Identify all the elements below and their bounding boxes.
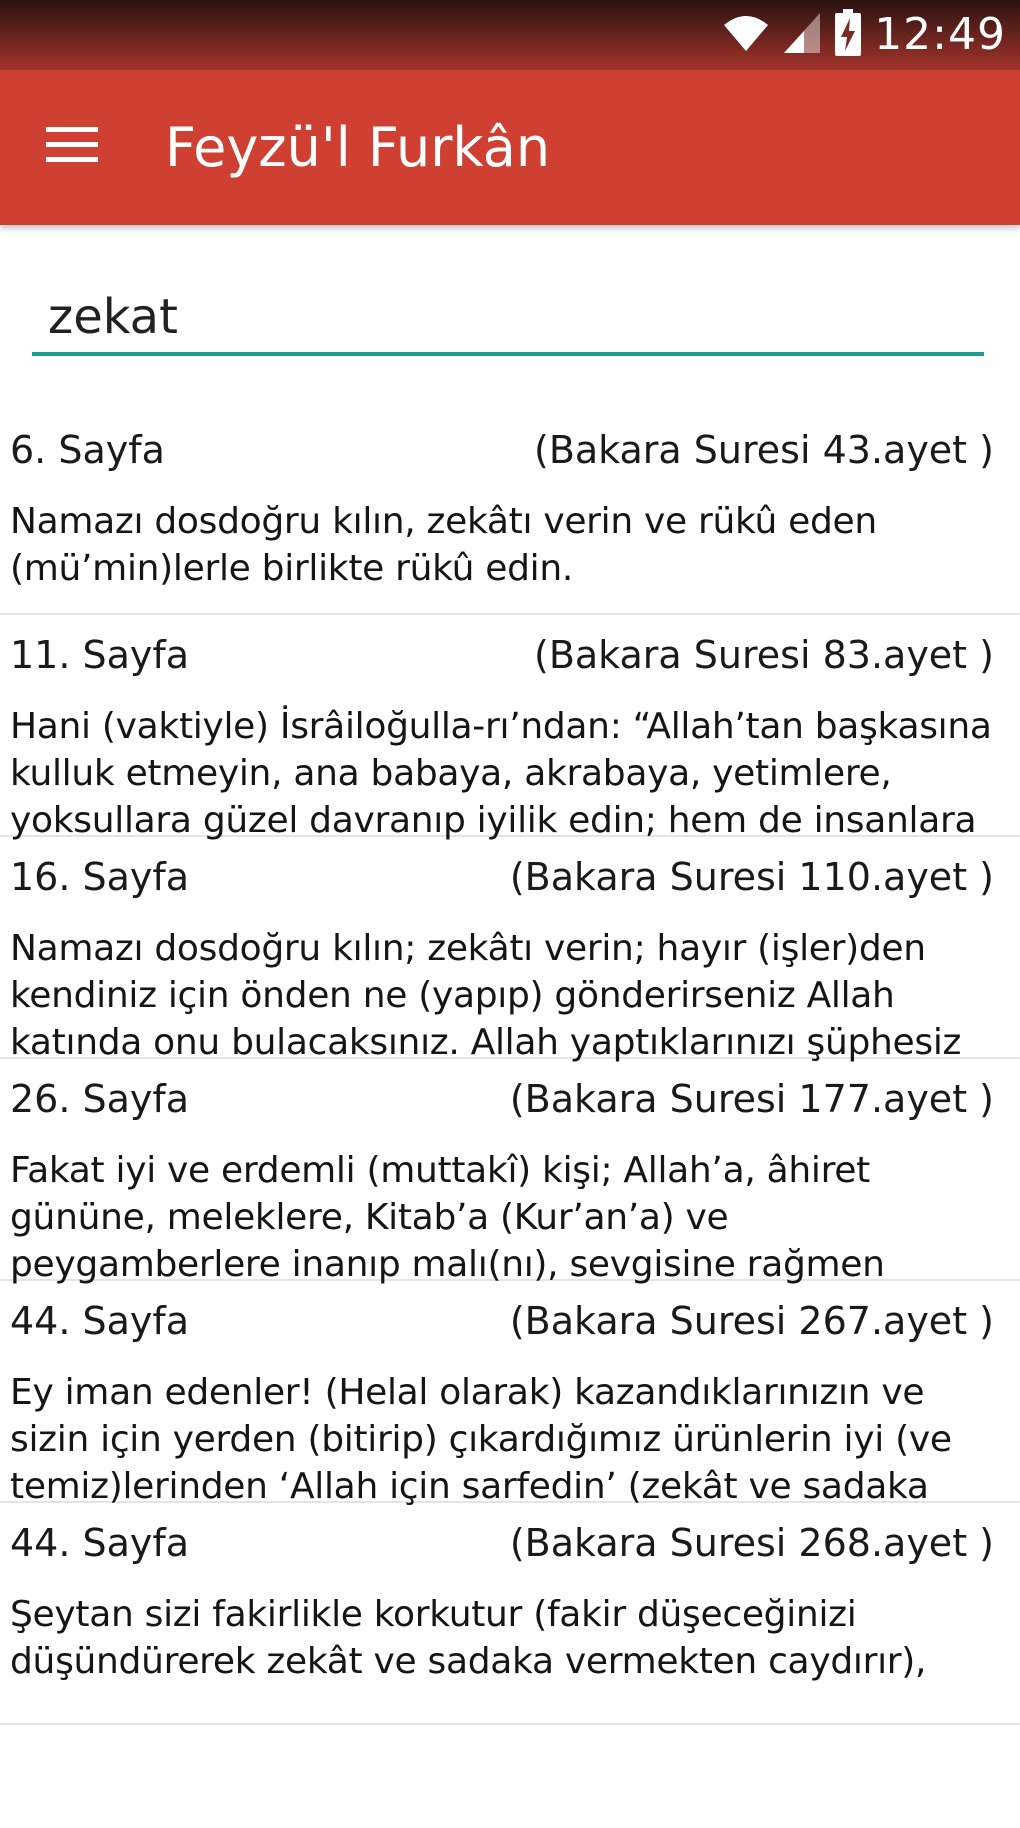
result-page: 44. Sayfa xyxy=(10,1521,190,1565)
list-item[interactable] xyxy=(0,837,1020,1063)
result-header xyxy=(10,428,994,472)
result-text: Namazı dosdoğru kılın, zekâtı verin ve rükû eden (mü’min)lerle birlikte rükû edin. xyxy=(10,501,877,589)
result-header xyxy=(10,1077,994,1121)
result-reference: (Bakara Suresi 43.ayet ) xyxy=(534,428,994,472)
list-item[interactable] xyxy=(0,1503,1020,1725)
result-header xyxy=(10,633,994,677)
list-item[interactable] xyxy=(0,1281,1020,1507)
list-item[interactable] xyxy=(0,1059,1020,1285)
result-page: 16. Sayfa xyxy=(10,855,190,899)
result-text: Namazı dosdoğru kılın; zekâtı verin; hayır (işler)den kendiniz için önden ne (yapıp) gönderirseniz Allah katında onu bulacaksınız. Allah yaptıklarınızı şüphesiz xyxy=(10,928,962,1063)
app-bar xyxy=(0,70,1020,225)
signal-icon xyxy=(782,11,822,60)
list-item[interactable] xyxy=(0,410,1020,615)
wifi-icon xyxy=(722,13,770,58)
result-reference: (Bakara Suresi 83.ayet ) xyxy=(534,633,994,677)
result-reference: (Bakara Suresi 268.ayet ) xyxy=(509,1521,994,1565)
status-icons xyxy=(722,0,1006,70)
status-bar xyxy=(0,0,1020,70)
search-field[interactable] xyxy=(32,282,984,356)
result-text: Hani (vaktiyle) İsrâiloğulla-rı’ndan: “Allah’tan başkasına kulluk etmeyin, ana babaya, akrabaya, yetimlere, yoksullara güzel davranıp iyilik edin; hem de insanlara xyxy=(10,706,992,841)
status-time: 12:49 xyxy=(874,9,1006,60)
result-page: 26. Sayfa xyxy=(10,1077,190,1121)
result-page: 6. Sayfa xyxy=(10,428,165,472)
result-text: Ey iman edenler! (Helal olarak) kazandıklarınızın ve sizin için yerden (bitirip) çıkardığımız ürünlerin iyi (ve temiz)lerinden ‘Allah için sarfedin’ (zekât ve sadaka xyxy=(10,1372,952,1507)
result-header xyxy=(10,1299,994,1343)
app-title: Feyzü'l Furkân xyxy=(165,116,551,179)
result-reference: (Bakara Suresi 267.ayet ) xyxy=(509,1299,994,1343)
battery-charging-icon xyxy=(834,9,862,62)
result-header xyxy=(10,855,994,899)
list-item[interactable] xyxy=(0,615,1020,841)
menu-button[interactable] xyxy=(28,117,116,177)
search-input[interactable] xyxy=(48,282,968,352)
result-reference: (Bakara Suresi 110.ayet ) xyxy=(509,855,994,899)
result-page: 11. Sayfa xyxy=(10,633,190,677)
result-text: Fakat iyi ve erdemli (muttakî) kişi; Allah’a, âhiret gününe, meleklere, Kitab’a (Kur’an’a) ve peygamberlere inanıp malı(nı), sevgisine rağmen xyxy=(10,1150,885,1285)
result-text: Şeytan sizi fakirlikle korkutur (fakir düşeceğinizi düşündürerek zekât ve sadaka vermekten caydırır), xyxy=(10,1594,927,1682)
results-list[interactable] xyxy=(0,410,1020,1828)
result-header xyxy=(10,1521,994,1565)
menu-icon xyxy=(44,125,100,170)
result-page: 44. Sayfa xyxy=(10,1299,190,1343)
result-reference: (Bakara Suresi 177.ayet ) xyxy=(509,1077,994,1121)
